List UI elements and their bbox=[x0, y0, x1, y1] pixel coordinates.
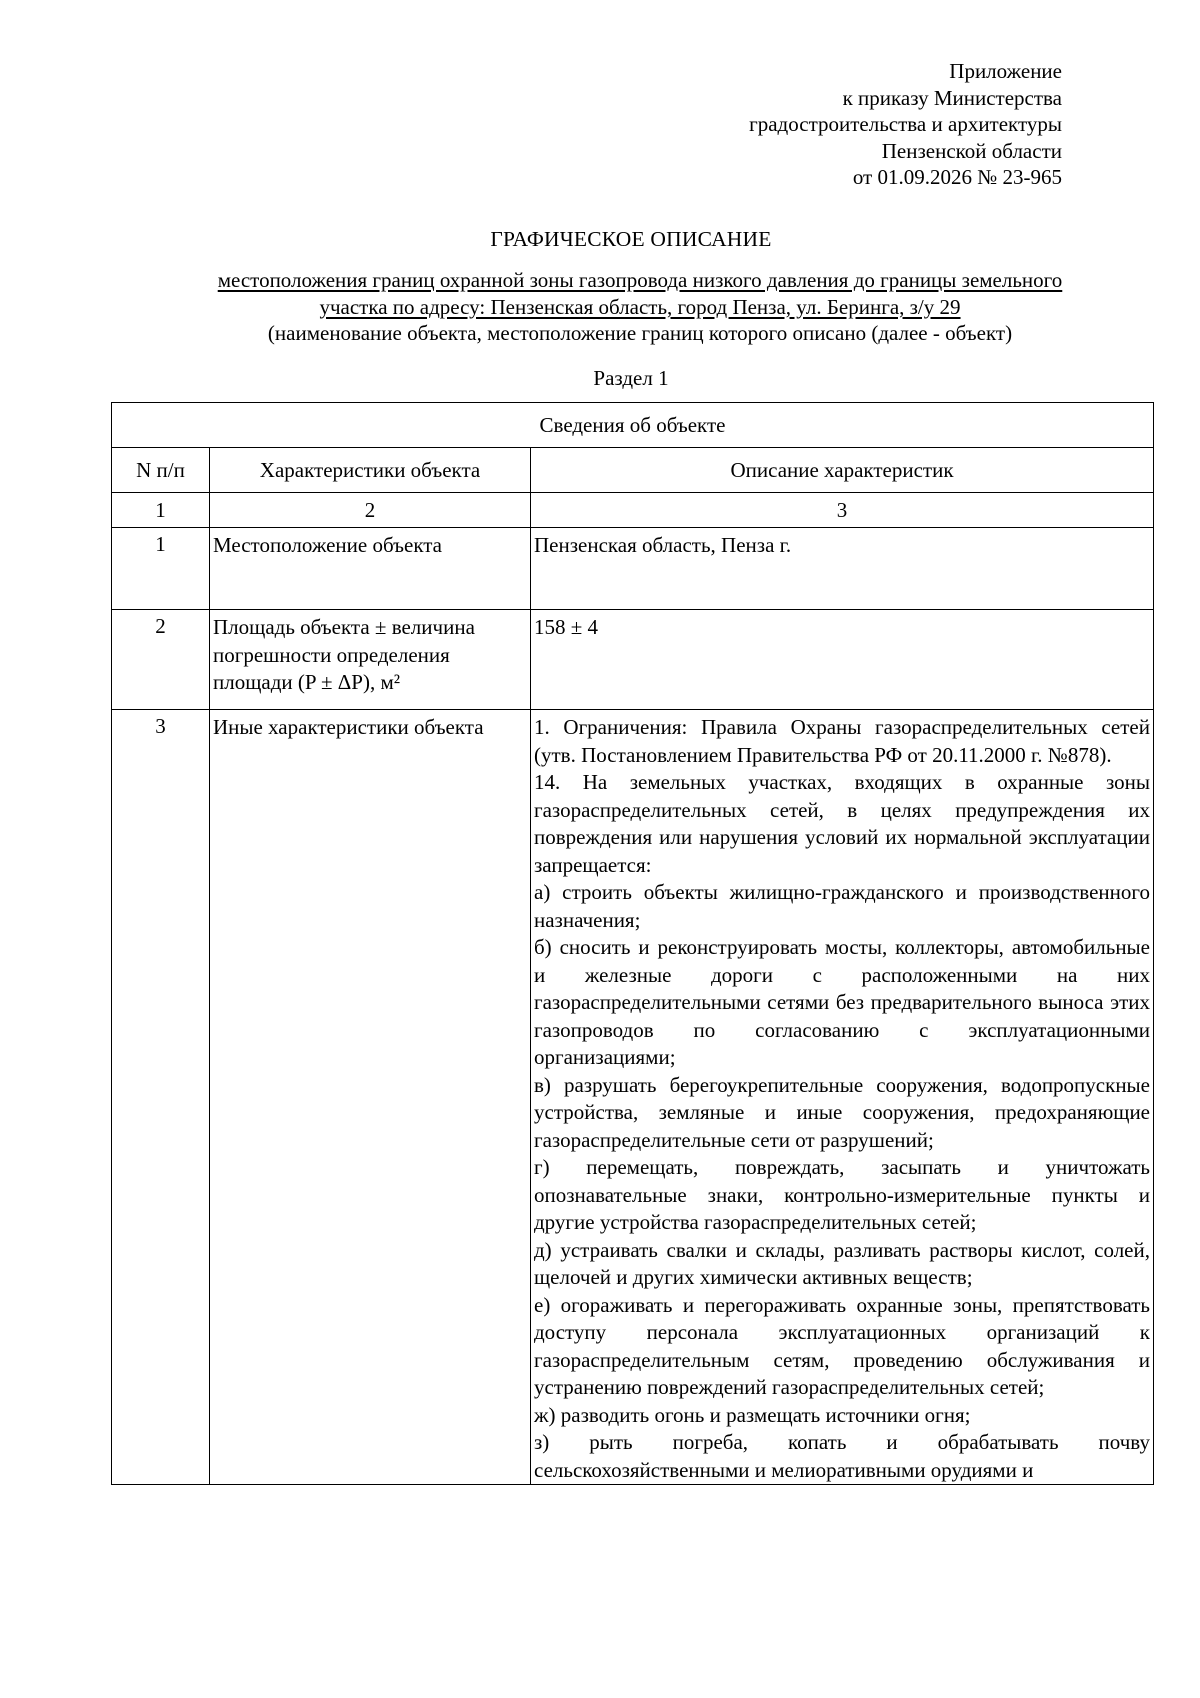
document-subtitle bbox=[140, 267, 1140, 347]
object-info-table bbox=[111, 402, 1154, 1485]
description-paragraph: е) огораживать и перегораживать охранные зоны, препятствовать доступу персонала эксплуатационных организаций к газораспределительным сетям, проведению обслуживания и устранению повреждений газораспределительных сетей; bbox=[534, 1292, 1150, 1399]
document-title: ГРАФИЧЕСКОЕ ОПИСАНИЕ bbox=[490, 227, 772, 251]
description-paragraph: 1. Ограничения: Правила Охраны газораспределительных сетей (утв. Постановлением Правительства РФ от 20.11.2000 г. №878). bbox=[534, 715, 1150, 767]
appendix-line: Пензенской области bbox=[881, 138, 1062, 163]
column-index: 3 bbox=[531, 493, 1154, 528]
appendix-line: от 01.09.2026 № 23-965 bbox=[852, 165, 1062, 189]
column-index: 2 bbox=[210, 493, 531, 528]
row-characteristic: Местоположение объекта bbox=[210, 528, 531, 610]
appendix-line: к приказу Министерства bbox=[842, 85, 1062, 110]
column-index: 1 bbox=[112, 493, 210, 528]
table-row bbox=[112, 610, 1154, 710]
description-paragraph: ж) разводить огонь и размещать источники огня; bbox=[534, 1402, 971, 1427]
row-characteristic: Площадь объекта ± величина погрешности определения площади (P ± ΔP), м² bbox=[210, 610, 531, 710]
table-caption: Сведения об объекте bbox=[112, 403, 1154, 448]
row-characteristic: Иные характеристики объекта bbox=[210, 710, 531, 1485]
appendix-line: градостроительства и архитектуры bbox=[749, 112, 1062, 136]
column-header-description: Описание характеристик bbox=[531, 448, 1154, 493]
row-description: Пензенская область, Пенза г. bbox=[531, 528, 1154, 610]
row-number: 3 bbox=[112, 710, 210, 1485]
table-row bbox=[112, 710, 1154, 1485]
description-paragraph: б) сносить и реконструировать мосты, коллекторы, автомобильные и железные дороги с расположенными на них газораспределительными сетями без предварительного выноса этих газопроводов по согласованию с эксплуатационными организациями; bbox=[534, 935, 1150, 1069]
description-paragraph: 14. На земельных участках, входящих в охранные зоны газораспределительных сетей, в целях предупреждения их повреждения или нарушения условий их нормальной эксплуатации запрещается: bbox=[534, 770, 1150, 877]
appendix-line: Приложение bbox=[949, 59, 1062, 83]
row-number: 2 bbox=[112, 610, 210, 710]
description-paragraph: в) разрушать берегоукрепительные сооружения, водопропускные устройства, земляные и иные сооружения, предохраняющие газораспределительные сети от разрушений; bbox=[534, 1072, 1150, 1152]
section-title: Раздел 1 bbox=[593, 366, 669, 390]
row-description bbox=[531, 710, 1154, 1485]
description-paragraph: з) рыть погреба, копать и обрабатывать почву сельскохозяйственными и мелиоративными орудиями и bbox=[534, 1430, 1150, 1482]
subtitle-line: местоположения границ охранной зоны газопровода низкого давления до границы земельного bbox=[217, 268, 1063, 292]
subtitle-note: (наименование объекта, местоположение границ которого описано (далее - объект) bbox=[267, 321, 1013, 345]
column-header-characteristic: Характеристики объекта bbox=[210, 448, 531, 493]
description-paragraph: д) устраивать свалки и склады, разливать растворы кислот, солей, щелочей и других химически активных веществ; bbox=[534, 1237, 1150, 1289]
subtitle-line: участка по адресу: Пензенская область, город Пенза, ул. Беринга, з/у 29 bbox=[319, 294, 961, 319]
appendix-block bbox=[749, 58, 1062, 191]
row-description: 158 ± 4 bbox=[531, 610, 1154, 710]
description-paragraph: г) перемещать, повреждать, засыпать и уничтожать опознавательные знаки, контрольно-измерительные пункты и другие устройства газораспределительных сетей; bbox=[534, 1155, 1150, 1234]
row-number: 1 bbox=[112, 528, 210, 610]
column-header-number: N п/п bbox=[112, 448, 210, 493]
table-row bbox=[112, 528, 1154, 610]
description-paragraph: а) строить объекты жилищно-гражданского и производственного назначения; bbox=[534, 880, 1150, 932]
